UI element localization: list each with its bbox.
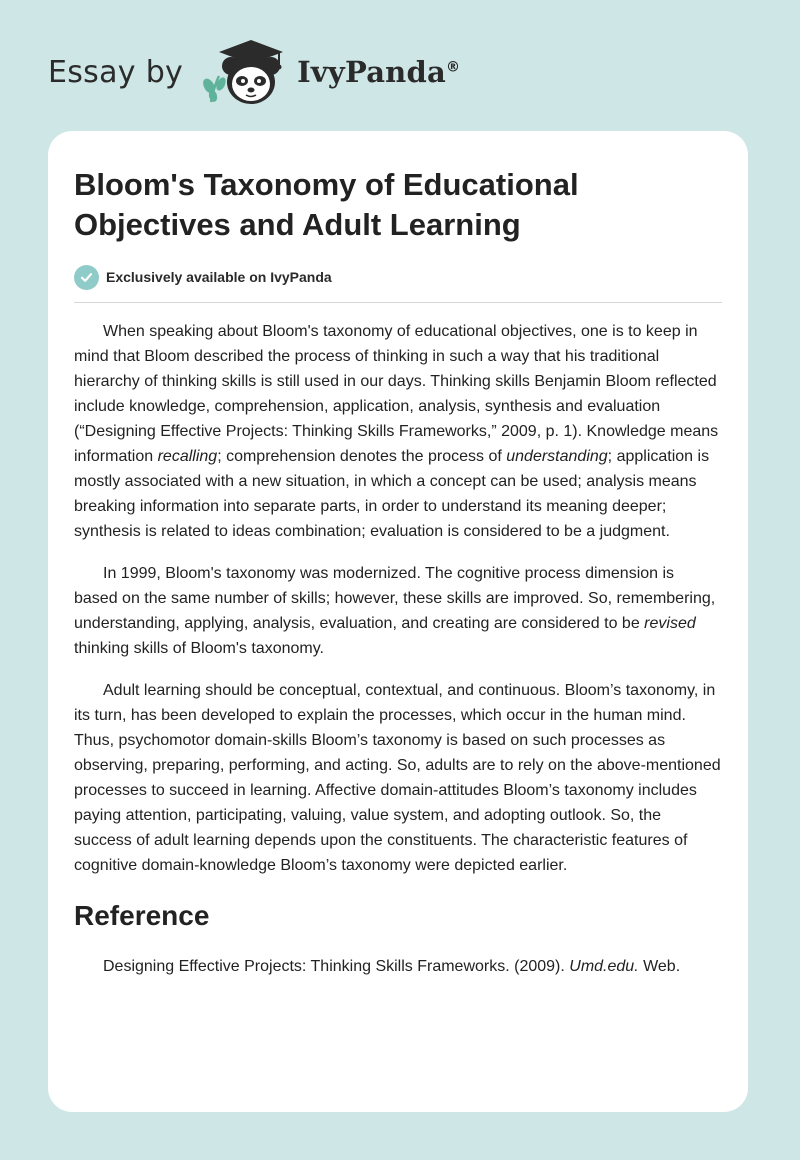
italic-text: revised xyxy=(644,615,696,632)
title-divider xyxy=(74,302,722,303)
exclusive-badge-text: Exclusively available on IvyPanda xyxy=(106,269,332,285)
panda-graduation-cap-icon xyxy=(197,36,293,108)
italic-text: recalling xyxy=(157,448,218,465)
paragraph: In 1999, Bloom's taxonomy was modernized. The cognitive process dimension is based on the same number of skills; however, these skills are improved. So, remembering, understanding, applying, analysis, evaluation, and creating are considered to be revised thinking skills of Bloom's taxonomy. xyxy=(74,565,716,657)
italic-text: Umd.edu. xyxy=(569,958,639,975)
essay-title: Bloom's Taxonomy of Educational Objectives and Adult Learning xyxy=(74,167,579,242)
essay-body xyxy=(74,319,722,878)
italic-text: understanding xyxy=(506,448,608,465)
reference-entry: Designing Effective Projects: Thinking Skills Frameworks. (2009). Umd.edu. Web. xyxy=(103,958,681,975)
paragraph: When speaking about Bloom's taxonomy of educational objectives, one is to keep in mind that Bloom described the process of thinking in such a way that his traditional hierarchy of thinking skills is still used in our days. Thinking skills Benjamin Bloom reflected include knowledge, comprehension, application, analysis, synthesis and evaluation (“Designing Effective Projects: Thinking Skills Frameworks,” 2009, p. 1). Knowledge means information recalling; comprehension denotes the process of understanding; application is mostly associated with a new situation, in which a concept can be used; analysis means breaking information into separate parts, in order to understand its meaning deeper; synthesis is related to ideas combination; evaluation is considered to be a judgment. xyxy=(74,323,719,540)
essay-card xyxy=(48,131,748,1112)
reference-heading: Reference xyxy=(74,900,210,931)
essay-by-label: Essay by xyxy=(48,54,184,90)
registered-mark: ® xyxy=(445,59,461,76)
check-circle-icon xyxy=(74,265,99,290)
exclusive-badge xyxy=(74,263,722,291)
paragraph: Adult learning should be conceptual, contextual, and continuous. Bloom’s taxonomy, in its turn, has been developed to explain the processes, which occur in the human mind. Thus, psychomotor domain-skills Bloom’s taxonomy is based on such processes as observing, preparing, performing, and acting. So, adults are to rely on the above-mentioned processes to succeed in learning. Affective domain-attitudes Bloom’s taxonomy includes paying attention, participating, valuing, value system, and adopting outlook. So, the success of adult learning depends upon the constituents. The characteristic features of cognitive domain-knowledge Bloom’s taxonomy were depicted earlier. xyxy=(74,682,721,874)
ivypanda-logo-text[interactable]: IvyPanda® xyxy=(297,55,461,89)
site-header xyxy=(48,36,460,108)
